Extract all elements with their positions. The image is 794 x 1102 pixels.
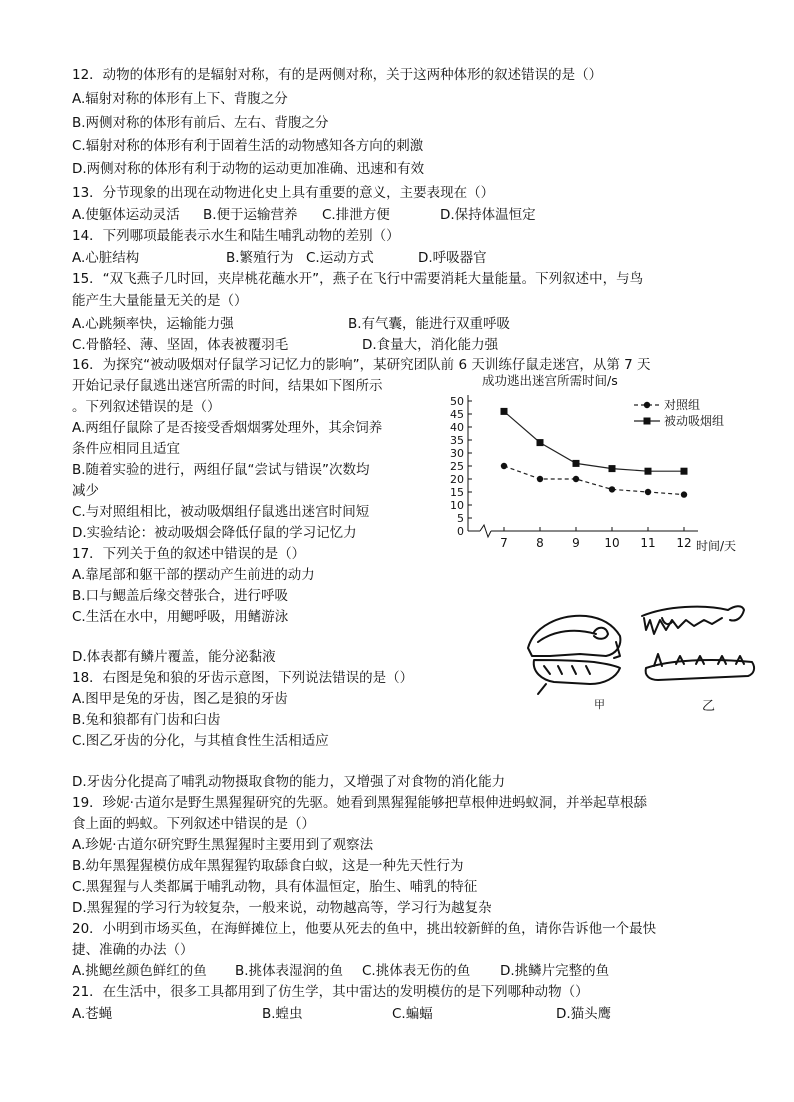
q13-option-d: D.保持体温恒定 xyxy=(440,207,536,223)
q21-option-d: D.猫头鹰 xyxy=(556,1006,612,1022)
q12-option-c: C.辐射对称的体形有利于固着生活的动物感知各方向的刺激 xyxy=(72,138,424,154)
series-point-1 xyxy=(537,439,544,446)
series-point-0 xyxy=(501,463,507,469)
q15-option-d: D.食量大，消化能力强 xyxy=(362,337,499,353)
q13-option-b: B.便于运输营养 xyxy=(203,207,298,223)
y-tick-label: 50 xyxy=(450,395,464,408)
x-axis-label: 时间/天 xyxy=(696,539,737,553)
x-tick-label: 12 xyxy=(676,536,692,550)
x-tick-label: 10 xyxy=(604,536,620,550)
x-axis-break xyxy=(480,525,491,537)
q16-option-a-line2: 条件应相同且适宜 xyxy=(72,441,180,457)
label-jia: 甲 xyxy=(594,698,605,711)
series-point-1 xyxy=(501,408,508,415)
q12-stem: 12．动物的体形有的是辐射对称，有的是两侧对称，关于这两种体形的叙述错误的是（） xyxy=(72,67,603,83)
y-tick-label: 10 xyxy=(450,499,464,512)
y-tick-label: 35 xyxy=(450,434,464,447)
q12-option-d: D.两侧对称的体形有利于动物的运动更加准确、迅速和有效 xyxy=(72,161,425,177)
q18-option-d: D.牙齿分化提高了哺乳动物摄取食物的能力，又增强了对食物的消化能力 xyxy=(72,774,506,790)
series-point-0 xyxy=(573,476,579,482)
q15-stem-line2: 能产生大量能量无关的是（） xyxy=(72,293,248,309)
q14-option-d: D.呼吸器官 xyxy=(418,250,487,266)
q16-stem-line1: 16．为探究“被动吸烟对仔鼠学习记忆力的影响”，某研究团队前 6 天训练仔鼠走迷宫，从第 7 天 xyxy=(72,357,651,373)
x-tick-label: 9 xyxy=(572,536,580,550)
legend-label-0: 对照组 xyxy=(664,398,701,412)
q19-stem-line1: 19．珍妮·古道尔是野生黑猩猩研究的先驱。她看到黑猩猩能够把草根伸进蚂蚁洞，并举起草根舔 xyxy=(72,795,647,811)
x-tick-label: 7 xyxy=(500,536,508,550)
y-tick-label: 40 xyxy=(450,421,464,434)
q17-option-b: B.口与鳃盖后缘交替张合，进行呼吸 xyxy=(72,588,289,604)
q16-line-chart xyxy=(438,372,758,558)
y-tick-label: 0 xyxy=(457,525,464,538)
q17-option-a: A.靠尾部和躯干部的摆动产生前进的动力 xyxy=(72,567,315,583)
chart-title: 成功逃出迷宫所需时间/s xyxy=(482,373,618,388)
y-tick-label: 5 xyxy=(457,512,464,525)
q20-option-c: C.挑体表无伤的鱼 xyxy=(362,963,471,979)
q14-option-a: A.心脏结构 xyxy=(72,250,140,266)
q20-option-b: B.挑体表湿润的鱼 xyxy=(235,963,344,979)
q17-stem: 17．下列关于鱼的叙述中错误的是（） xyxy=(72,546,306,562)
q21-option-b: B.蝗虫 xyxy=(262,1006,303,1022)
q15-option-c: C.骨骼轻、薄、坚固，体表被覆羽毛 xyxy=(72,337,289,353)
series-line-0 xyxy=(504,466,684,495)
q21-option-a: A.苍蝇 xyxy=(72,1006,113,1022)
q16-stem-line3: 。下列叙述错误的是（） xyxy=(72,399,221,415)
q20-stem-line1: 20．小明到市场买鱼，在海鲜摊位上，他要从死去的鱼中，挑出较新鲜的鱼，请你告诉他一个最快 xyxy=(72,921,657,937)
rabbit-skull-sketch xyxy=(528,616,620,694)
label-yi: 乙 xyxy=(702,699,716,714)
series-point-1 xyxy=(573,460,580,467)
q13-option-a: A.使躯体运动灵活 xyxy=(72,207,180,223)
q17-option-c: C.生活在水中，用鳃呼吸，用鳍游泳 xyxy=(72,609,289,625)
q15-stem-line1: 15．“双飞燕子几时回，夹岸桃花蘸水开”，燕子在飞行中需要消耗大量能量。下列叙述中，与鸟 xyxy=(72,271,644,287)
q14-option-b: B.繁殖行为 xyxy=(226,250,294,266)
q20-stem-line2: 捷、准确的办法（） xyxy=(72,942,194,958)
series-point-0 xyxy=(537,476,543,482)
q13-stem: 13．分节现象的出现在动物进化史上具有重要的意义，主要表现在（） xyxy=(72,185,495,201)
q14-stem: 14．下列哪项最能表示水生和陆生哺乳动物的差别（） xyxy=(72,228,400,244)
x-tick-label: 8 xyxy=(536,536,544,550)
y-tick-label: 30 xyxy=(450,447,464,460)
q20-option-d: D.挑鳞片完整的鱼 xyxy=(500,963,610,979)
q18-option-b: B.兔和狼都有门齿和臼齿 xyxy=(72,712,221,728)
q15-option-a: A.心跳频率快，运输能力强 xyxy=(72,316,234,332)
q21-stem: 21．在生活中，很多工具都用到了仿生学，其中雷达的发明模仿的是下列哪种动物（） xyxy=(72,984,589,1000)
q16-option-b-line1: B.随着实验的进行，两组仔鼠“尝试与错误”次数均 xyxy=(72,462,370,478)
series-point-1 xyxy=(681,468,688,475)
q20-option-a: A.挑鳃丝颜色鲜红的鱼 xyxy=(72,963,207,979)
legend-label-1: 被动吸烟组 xyxy=(664,414,725,428)
q18-option-c: C.图乙牙齿的分化，与其植食性生活相适应 xyxy=(72,733,329,749)
series-point-0 xyxy=(681,491,687,497)
q19-option-d: D.黑猩猩的学习行为较复杂，一般来说，动物越高等，学习行为越复杂 xyxy=(72,900,492,916)
q18-option-a: A.图甲是兔的牙齿，图乙是狼的牙齿 xyxy=(72,691,288,707)
q21-option-c: C.蝙蝠 xyxy=(392,1006,433,1022)
y-tick-label: 15 xyxy=(450,486,464,499)
series-line-1 xyxy=(504,411,684,471)
y-tick-label: 25 xyxy=(450,460,464,473)
y-tick-label: 45 xyxy=(450,408,464,421)
q16-stem-line2: 开始记录仔鼠逃出迷宫所需的时间，结果如下图所示 xyxy=(72,378,383,394)
series-point-1 xyxy=(609,465,616,472)
q16-option-a-line1: A.两组仔鼠除了是否接受香烟烟雾处理外，其余饲养 xyxy=(72,420,383,436)
series-point-1 xyxy=(645,468,652,475)
q19-option-c: C.黑猩猩与人类都属于哺乳动物，具有体温恒定，胎生、哺乳的特征 xyxy=(72,879,478,895)
q18-stem: 18．右图是兔和狼的牙齿示意图，下列说法错误的是（） xyxy=(72,670,414,686)
legend-marker-0 xyxy=(644,402,650,408)
q16-option-b-line2: 减少 xyxy=(72,483,99,499)
x-tick-label: 11 xyxy=(640,536,656,550)
q19-option-b: B.幼年黑猩猩模仿成年黑猩猩钓取舔食白蚁，这是一种先天性行为 xyxy=(72,858,464,874)
q19-stem-line2: 食上面的蚂蚁。下列叙述中错误的是（） xyxy=(72,816,315,832)
y-tick-label: 20 xyxy=(450,473,464,486)
legend-marker-1 xyxy=(644,418,651,425)
q13-option-c: C.排泄方便 xyxy=(322,207,390,223)
q16-option-c: C.与对照组相比，被动吸烟组仔鼠逃出迷宫时间短 xyxy=(72,504,370,520)
q14-option-c: C.运动方式 xyxy=(306,250,374,266)
q16-option-d: D.实验结论：被动吸烟会降低仔鼠的学习记忆力 xyxy=(72,525,357,541)
q15-option-b: B.有气囊，能进行双重呼吸 xyxy=(348,316,511,332)
teeth-illustration xyxy=(520,596,760,720)
series-point-0 xyxy=(609,486,615,492)
q12-option-a: A.辐射对称的体形有上下、背腹之分 xyxy=(72,91,288,107)
wolf-jaw-sketch xyxy=(642,606,754,680)
series-point-0 xyxy=(645,489,651,495)
q19-option-a: A.珍妮·古道尔研究野生黑猩猩时主要用到了观察法 xyxy=(72,837,374,853)
q17-option-d: D.体表都有鳞片覆盖，能分泌黏液 xyxy=(72,649,276,665)
q12-option-b: B.两侧对称的体形有前后、左右、背腹之分 xyxy=(72,115,329,131)
